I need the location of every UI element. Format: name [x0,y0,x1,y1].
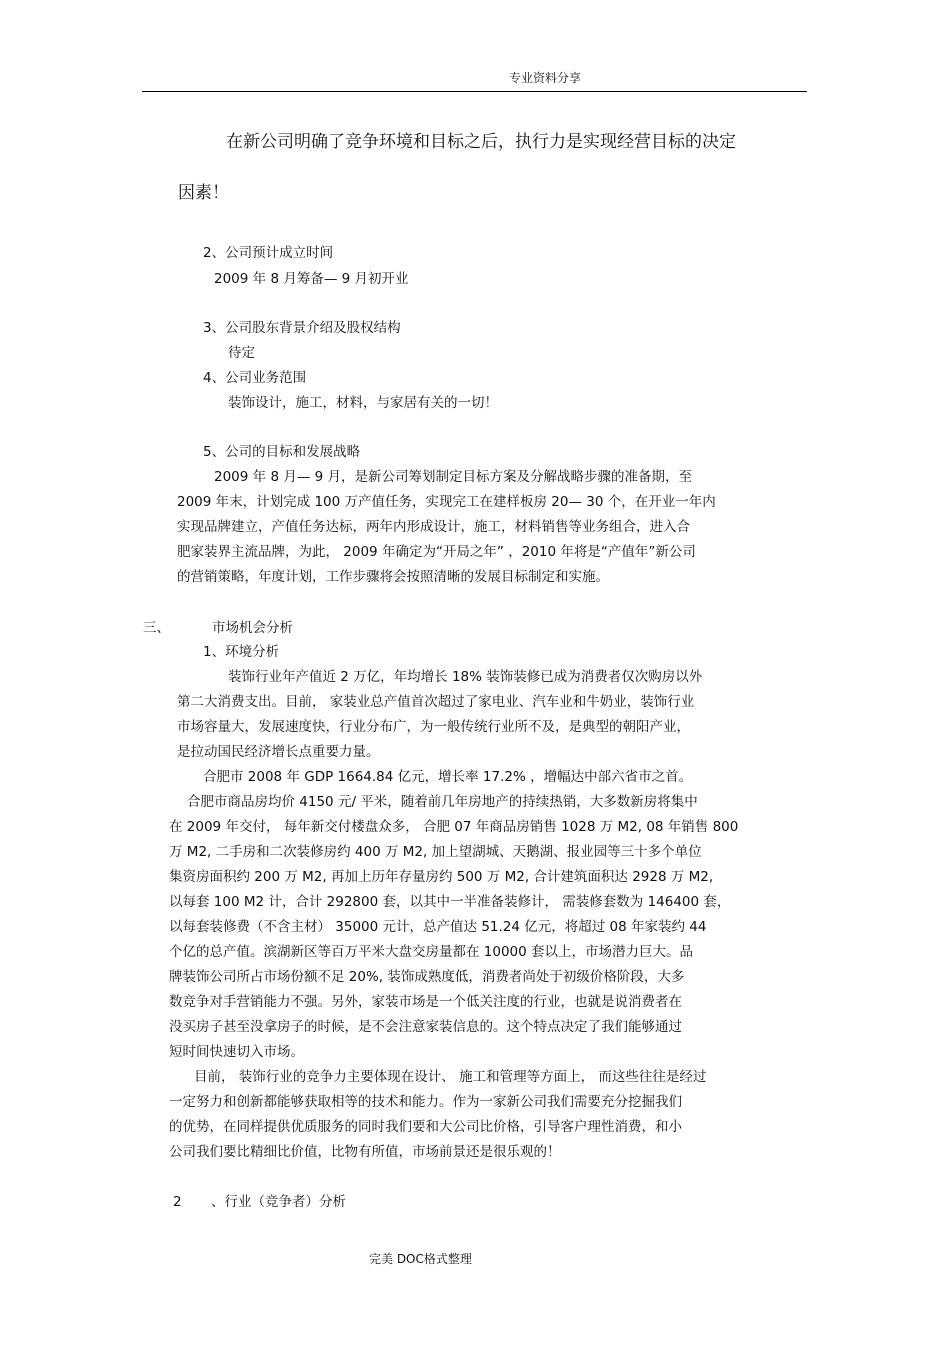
subsection-2-heading: 、行业（竞争者）分析 [211,1194,346,1210]
paragraph-line: 没买房子甚至没拿房子的时候，是不会注意家装信息的。这个特点决定了我们能够通过 [169,1019,682,1035]
paragraph-line: 一定努力和创新都能够获取相等的技术和能力。作为一家新公司我们需要充分挖掘我们 [169,1094,682,1110]
paragraph-line: 集资房面积约 200 万 M2, 再加上历年存量房约 500 万 M2, 合计建筑面积达 2928 万 M2, [169,869,714,885]
paragraph-line: 万 M2, 二手房和二次装修房约 400 万 M2, 加上望湖城、天鹅湖、报业园等三十多个单位 [169,844,702,860]
section-5-line: 2009 年末，计划完成 100 万产值任务，实现完工在建样板房 20— 30 个，在开业一年内 [177,494,716,510]
paragraph-line: 第二大消费支出。目前， 家装业总产值首次超过了家电业、汽车业和牛奶业，装饰行业 [177,694,695,710]
paragraph-line: 公司我们要比精细比价值，比物有所值，市场前景还是很乐观的！ [169,1144,561,1160]
section-3-body: 待定 [228,345,255,361]
section-5-line: 肥家装界主流品牌，为此， 2009 年确定为“开局之年” ，2010 年将是“产值年”新公司 [177,544,696,560]
paragraph-line: 个亿的总产值。滨湖新区等百万平米大盘交房量都在 10000 套以上，市场潜力巨大。品 [169,944,694,960]
part-3-number: 三、 [143,620,170,636]
section-4-body: 装饰设计，施工，材料，与家居有关的一切！ [228,395,498,411]
section-5-line: 2009 年 8 月— 9 月，是新公司筹划制定目标方案及分解战略步骤的准备期，至 [214,469,692,485]
paragraph-line: 合肥市商品房均价 4150 元/ 平米，随着前几年房地产的持续热销，大多数新房将集中 [187,794,698,810]
paragraph-line: 合肥市 2008 年 GDP 1664.84 亿元，增长率 17.2% ，增幅达中部六省市之首。 [203,769,693,785]
paragraph-line: 目前， 装饰行业的竞争力主要体现在设计、 施工和管理等方面上， 而这些往往是经过 [194,1069,707,1085]
intro-line-2: 因素！ [178,183,229,203]
paragraph-line: 装饰行业年产值近 2 万亿，年均增长 18% 装饰装修已成为消费者仅次购房以外 [228,669,703,685]
section-2-body: 2009 年 8 月筹备— 9 月初开业 [214,271,409,287]
paragraph-line: 短时间快速切入市场。 [169,1044,304,1060]
section-2-heading: 2、公司预计成立时间 [203,245,334,261]
page-header: 专业资料分享 [509,71,582,85]
subsection-1-heading: 1、环境分析 [203,644,280,660]
paragraph-line: 以每套装修费（不含主材） 35000 元计，总产值达 51.24 亿元，将超过 08 年家装约 44 [169,919,707,935]
paragraph-line: 在 2009 年交付， 每年新交付楼盘众多， 合肥 07 年商品房销售 1028 万 M2, 08 年销售 800 [169,819,739,835]
section-4-heading: 4、公司业务范围 [203,370,307,386]
section-3-heading: 3、公司股东背景介绍及股权结构 [203,320,401,336]
page-footer: 完美 DOC格式整理 [369,1252,472,1266]
section-5-line: 实现品牌建立，产值任务达标，两年内形成设计，施工，材料销售等业务组合，进入合 [177,519,690,535]
intro-line-1: 在新公司明确了竞争环境和目标之后，执行力是实现经营目标的决定 [226,132,736,152]
section-5-line: 的营销策略，年度计划，工作步骤将会按照清晰的发展目标制定和实施。 [177,569,609,585]
subsection-2-number: 2 [173,1194,182,1210]
paragraph-line: 数竞争对手营销能力不强。另外，家装市场是一个低关注度的行业，也就是说消费者在 [169,994,682,1010]
paragraph-line: 以每套 100 M2 计，合计 292800 套，以其中一半准备装修计， 需装修套数为 146400 套， [169,894,731,910]
paragraph-line: 是拉动国民经济增长点重要力量。 [177,744,380,760]
section-5-heading: 5、公司的目标和发展战略 [203,444,361,460]
paragraph-line: 市场容量大，发展速度快，行业分布广，为一般传统行业所不及，是典型的朝阳产业， [177,719,690,735]
part-3-title: 市场机会分析 [212,620,293,636]
header-rule [142,91,807,92]
paragraph-line: 的优势，在同样提供优质服务的同时我们要和大公司比价格，引导客户理性消费，和小 [169,1119,682,1135]
paragraph-line: 牌装饰公司所占市场份额不足 20%, 装饰成熟度低，消费者尚处于初级价格阶段，大多 [169,969,685,985]
